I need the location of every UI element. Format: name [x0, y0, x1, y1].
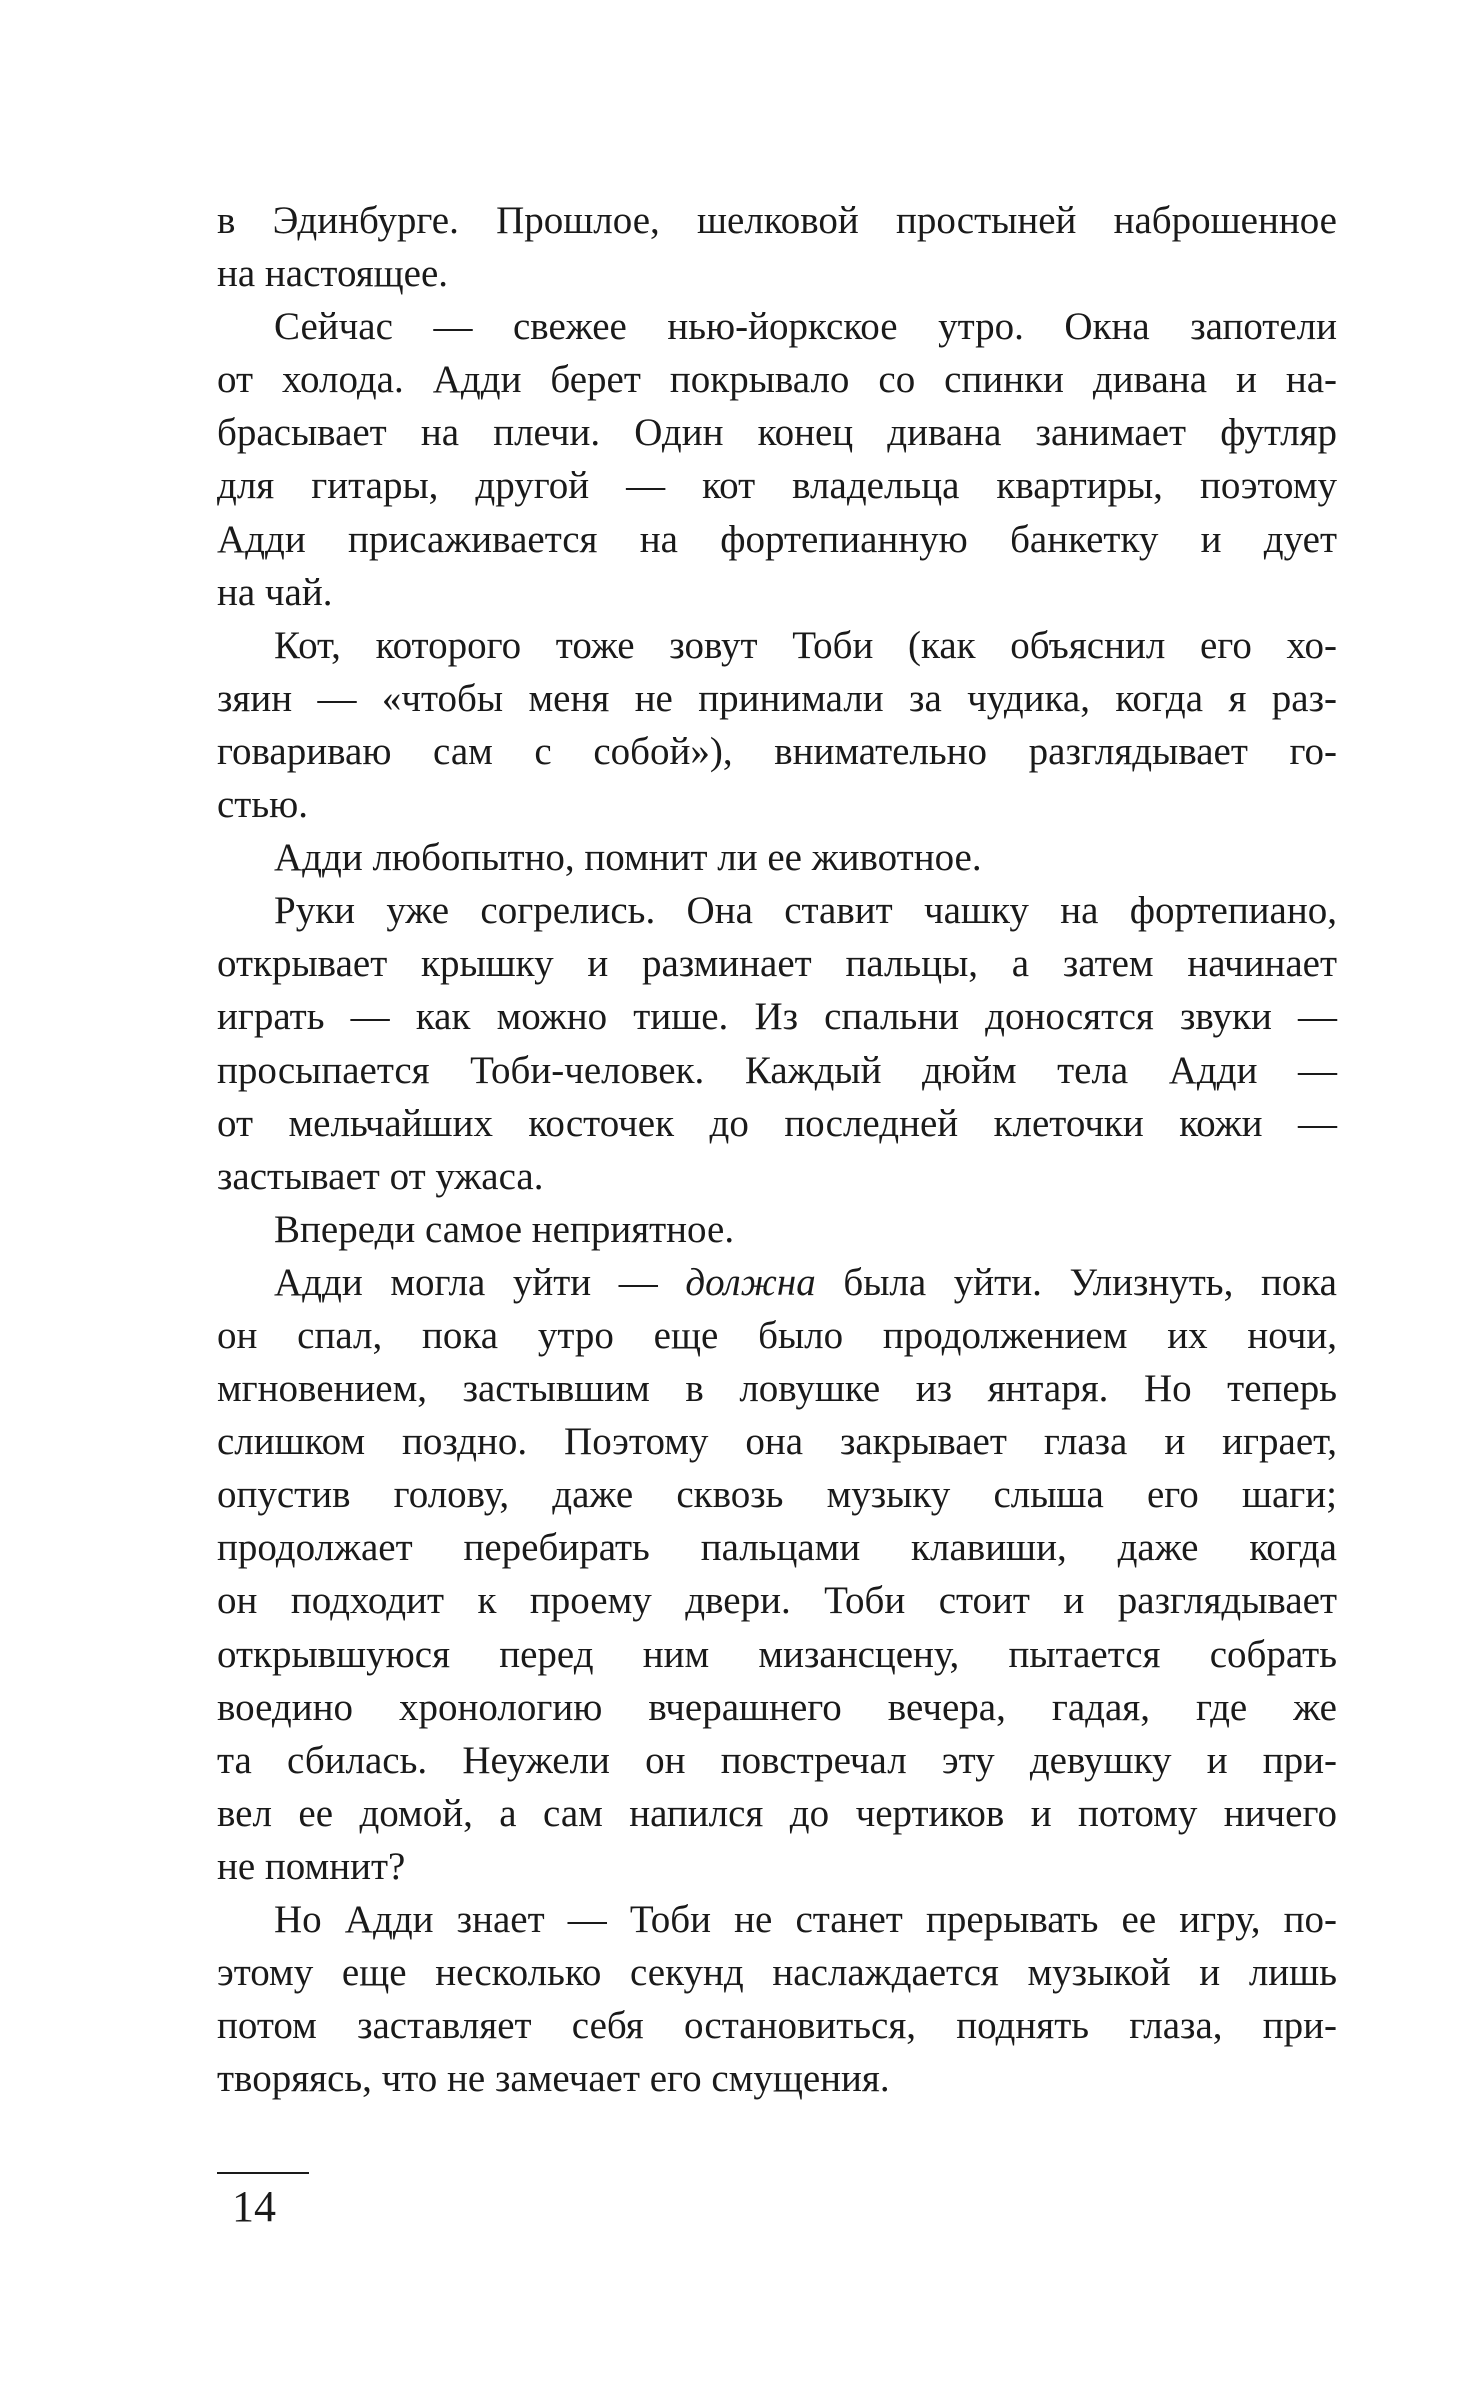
- text-line: брасывает на плечи. Один конец дивана занимает футляр: [217, 411, 1337, 455]
- text-line: играть — как можно тише. Из спальни доносятся звуки —: [217, 995, 1337, 1039]
- text-line: опустив голову, даже сквозь музыку слыша его шаги;: [217, 1473, 1337, 1517]
- text-run: была уйти. Улизнуть, пока: [815, 1260, 1337, 1304]
- footer-divider: [217, 2172, 309, 2174]
- text-line: Но Адди знает — Тоби не станет прерывать ее игру, по-: [274, 1898, 1337, 1941]
- text-line: воедино хронологию вчерашнего вечера, гадая, где же: [217, 1685, 1337, 1729]
- page-number: 14: [232, 2182, 276, 2231]
- text-run: Адди могла уйти —: [274, 1260, 686, 1304]
- text-line: для гитары, другой — кот владельца квартиры, поэтому: [217, 464, 1337, 508]
- text-line: Адди присаживается на фортепианную банкетку и дует: [217, 517, 1337, 561]
- text-line: этому еще несколько секунд наслаждается музыкой и лишь: [217, 1951, 1337, 1995]
- text-line: зяин — «чтобы меня не принимали за чудика, когда я раз-: [217, 676, 1337, 720]
- text-line: Кот, которого тоже зовут Тоби (как объяснил его хо-: [274, 623, 1337, 667]
- text-line: от холода. Адди берет покрывало со спинки дивана и на-: [217, 358, 1337, 402]
- text-line: Впереди самое неприятное.: [274, 1207, 735, 1251]
- text-line: говариваю сам с собой»), внимательно разглядывает го-: [217, 729, 1337, 773]
- text-line: открывает крышку и разминает пальцы, а затем начинает: [217, 942, 1337, 986]
- text-line: продолжает перебирать пальцами клавиши, даже когда: [217, 1526, 1337, 1570]
- body-text: [217, 194, 1337, 2105]
- text-line: открывшуюся перед ним мизансцену, пытается собрать: [217, 1632, 1337, 1676]
- text-line: он спал, пока утро еще было продолжением их ночи,: [217, 1313, 1337, 1357]
- text-line: застывает от ужаса.: [217, 1154, 544, 1198]
- text-line: на настоящее.: [217, 252, 449, 296]
- text-line: потом заставляет себя остановиться, поднять глаза, при-: [217, 2004, 1337, 2048]
- text-line: слишком поздно. Поэтому она закрывает глаза и играет,: [217, 1420, 1337, 1464]
- text-line: та сбилась. Неужели он повстречал эту девушку и при-: [217, 1738, 1337, 1782]
- text-line-with-emphasis: [217, 1256, 1337, 1309]
- text-line: от мельчайших косточек до последней клеточки кожи —: [217, 1101, 1337, 1145]
- text-line: Сейчас — свежее нью-йоркское утро. Окна запотели: [274, 305, 1337, 349]
- text-line: Адди любопытно, помнит ли ее животное.: [274, 836, 982, 880]
- text-line: в Эдинбурге. Прошлое, шелковой простыней наброшенное: [217, 199, 1337, 242]
- text-line: вел ее домой, а сам напился до чертиков и потому ничего: [217, 1791, 1337, 1835]
- text-line: мгновением, застывшим в ловушке из янтаря. Но теперь: [217, 1367, 1337, 1411]
- text-line: творяясь, что не замечает его смущения.: [217, 2057, 890, 2101]
- emphasis-word: должна: [685, 1260, 816, 1304]
- text-line: Руки уже согрелись. Она ставит чашку на фортепиано,: [274, 889, 1337, 933]
- text-line: на чай.: [217, 570, 333, 614]
- text-line: он подходит к проему двери. Тоби стоит и разглядывает: [217, 1579, 1337, 1623]
- text-line: не помнит?: [217, 1844, 406, 1888]
- text-line: просыпается Тоби-человек. Каждый дюйм тела Адди —: [217, 1048, 1337, 1092]
- text-line: стью.: [217, 783, 309, 827]
